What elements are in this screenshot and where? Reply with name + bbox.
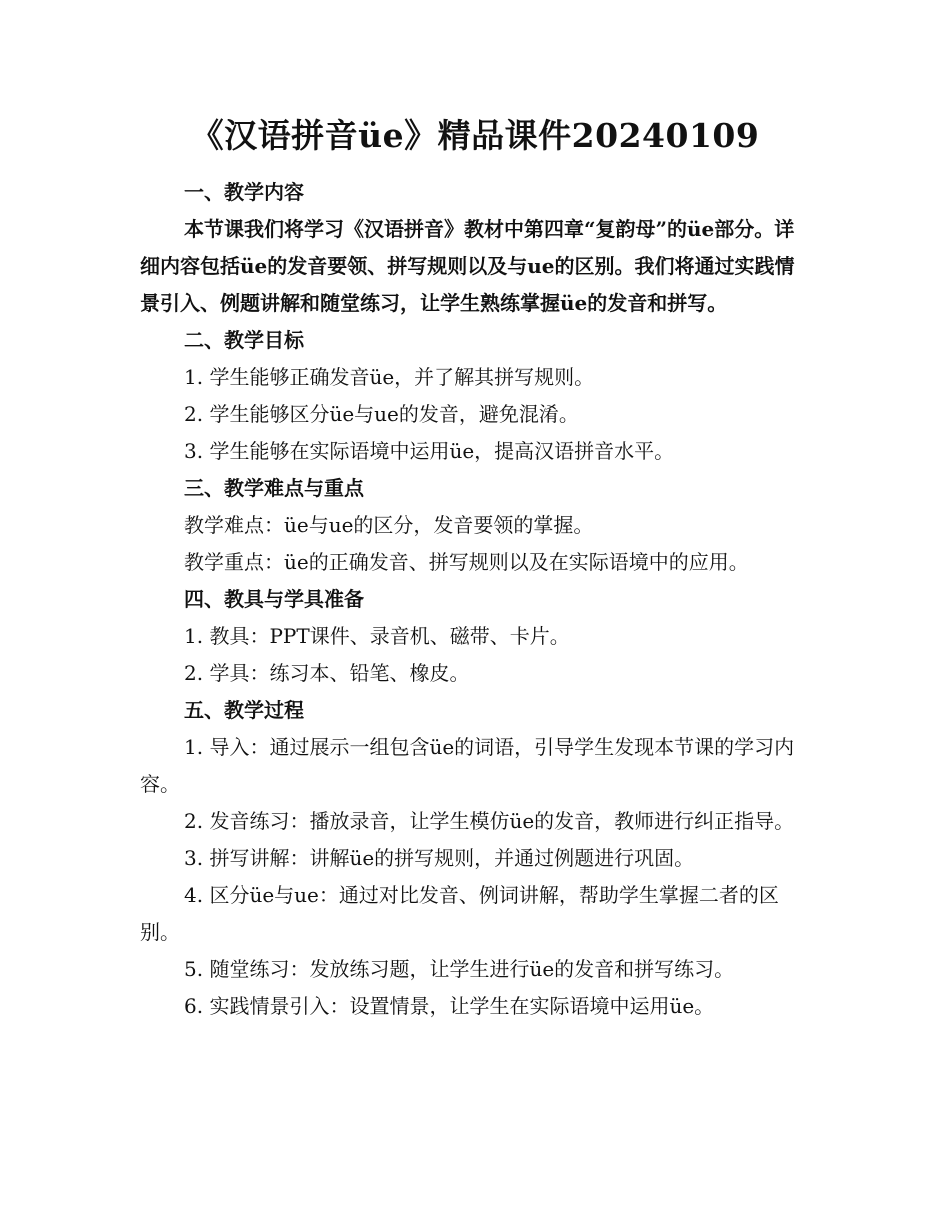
section-content-paragraph: 本节课我们将学习《汉语拼音》教材中第四章“复韵母”的üe部分。详细内容包括üe的发音要领、拼写规则以及与ue的区别。我们将通过实践情景引入、例题讲解和随堂练习，让学生熟练掌握üe的发音和拼写。 [140,217,795,315]
process-step: 5. 随堂练习：发放练习题，让学生进行üe的发音和拼写练习。 [184,957,735,981]
material-item: 1. 教具：PPT课件、录音机、磁带、卡片。 [184,624,570,648]
section-heading-materials: 四、教具与学具准备 [184,587,364,611]
material-item: 2. 学具：练习本、铅笔、橡皮。 [184,661,470,685]
section-heading-difficulties: 三、教学难点与重点 [184,476,364,500]
document-title: 《汉语拼音üe》精品课件20240109 [190,116,760,155]
process-step: 3. 拼写讲解：讲解üe的拼写规则，并通过例题进行巩固。 [184,846,695,870]
document-page [140,110,810,1025]
section-heading-objectives: 二、教学目标 [184,328,304,352]
focus-text: 教学重点：üe的正确发音、拼写规则以及在实际语境中的应用。 [184,550,749,574]
difficulty-text: 教学难点：üe与ue的区分，发音要领的掌握。 [184,513,594,537]
section-heading-content: 一、教学内容 [184,180,304,204]
objective-item: 2. 学生能够区分üe与ue的发音，避免混淆。 [184,402,579,426]
process-step: 6. 实践情景引入：设置情景，让学生在实际语境中运用üe。 [184,994,715,1018]
process-step: 1. 导入：通过展示一组包含üe的词语，引导学生发现本节课的学习内容。 [140,735,795,796]
section-heading-process: 五、教学过程 [184,698,304,722]
process-step: 2. 发音练习：播放录音，让学生模仿üe的发音，教师进行纠正指导。 [184,809,795,833]
process-step: 4. 区分üe与ue：通过对比发音、例词讲解，帮助学生掌握二者的区别。 [140,883,779,944]
objective-item: 1. 学生能够正确发音üe，并了解其拼写规则。 [184,365,595,389]
objective-item: 3. 学生能够在实际语境中运用üe，提高汉语拼音水平。 [184,439,675,463]
